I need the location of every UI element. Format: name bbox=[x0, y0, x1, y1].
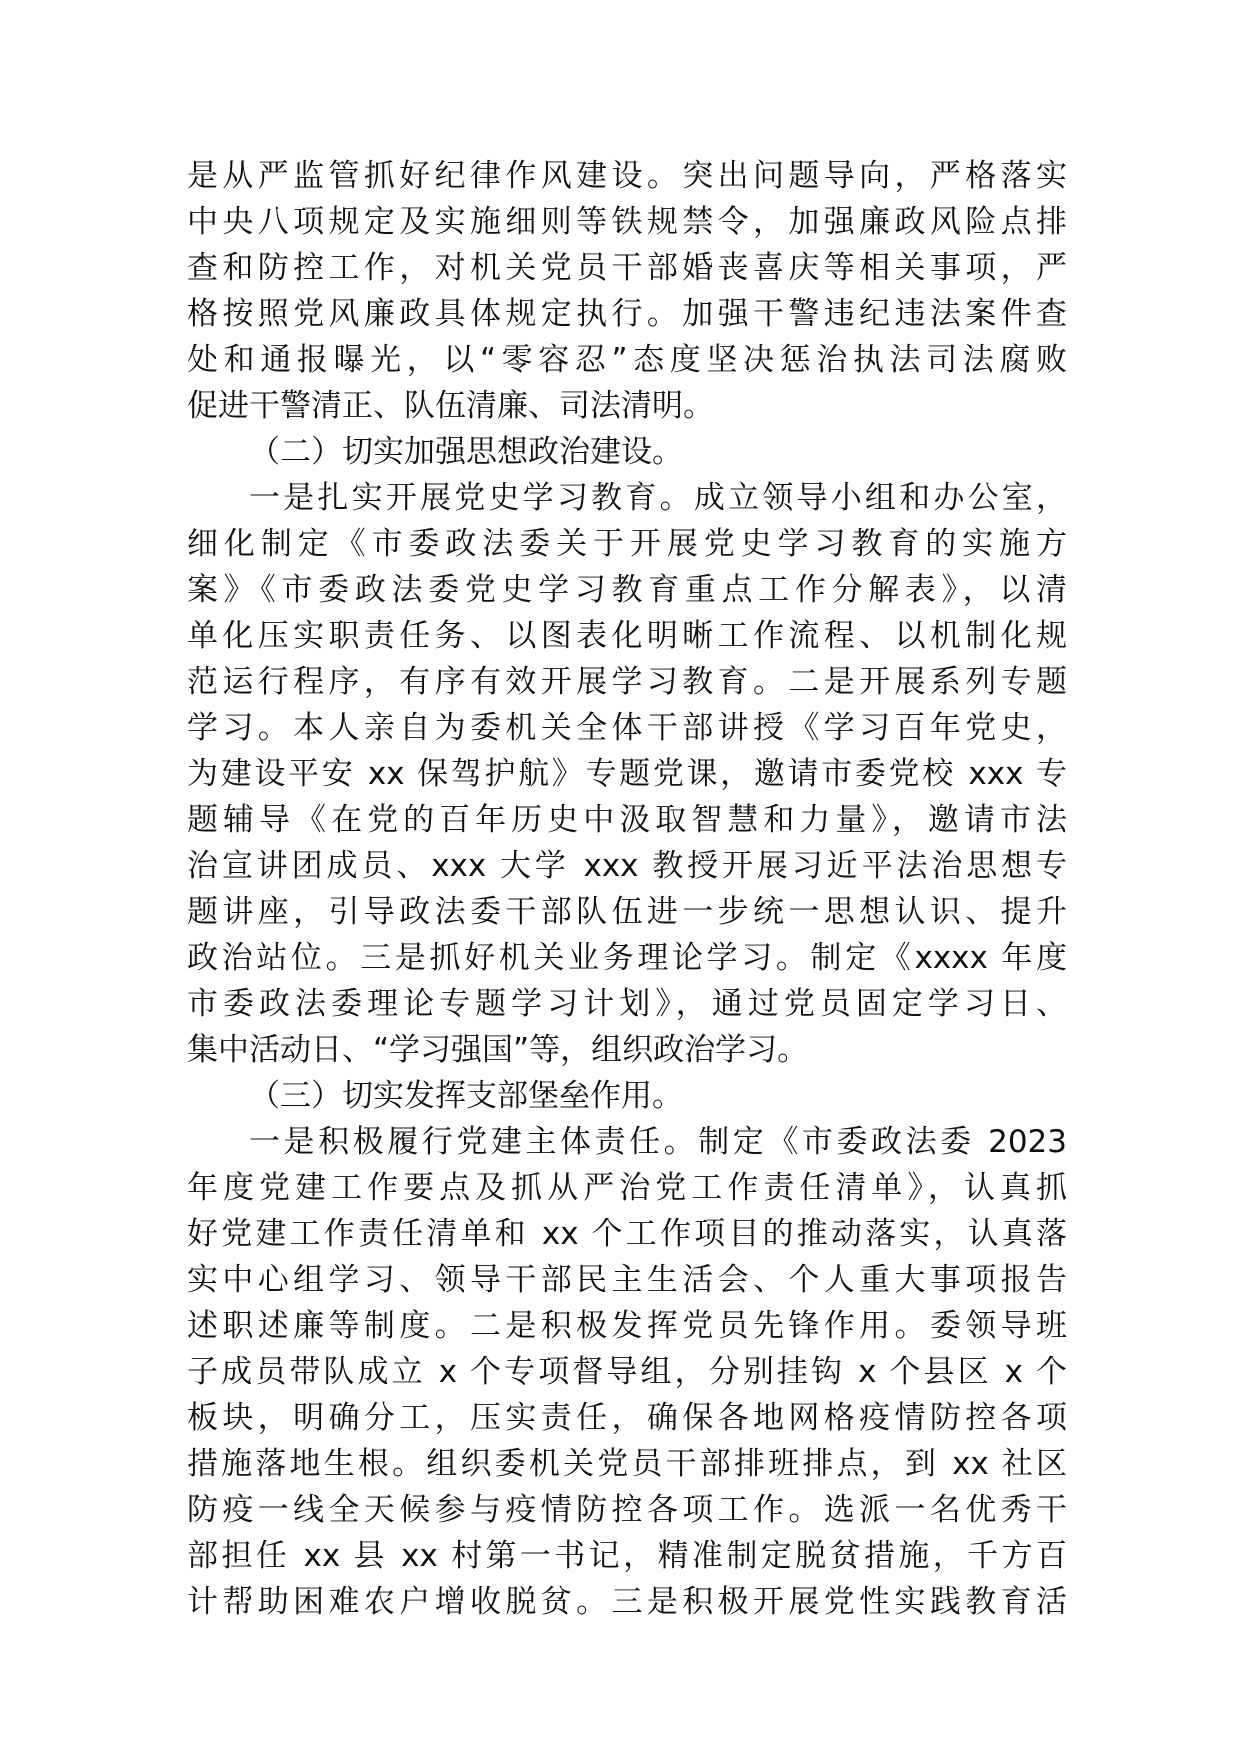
text-line: 中央八项规定及实施细则等铁规禁令，加强廉政风险点排 bbox=[187, 204, 1067, 240]
text-line: 题辅导《在党的百年历史中汲取智慧和力量》，邀请市法 bbox=[187, 802, 1067, 838]
text-line: 处和通报曝光，以“零容忍”态度坚决惩治执法司法腐败 bbox=[187, 342, 1067, 378]
text-line: 集中活动日、“学习强国”等，组织政治学习。 bbox=[187, 1032, 809, 1068]
text-line: 实中心组学习、领导干部民主生活会、个人重大事项报告 bbox=[187, 1262, 1067, 1298]
text-line: 子成员带队成立 x 个专项督导组，分别挂钩 x 个县区 x 个 bbox=[187, 1354, 1067, 1390]
text-line: 一是扎实开展党史学习教育。成立领导小组和办公室， bbox=[249, 480, 1067, 516]
text-line: 促进干警清正、队伍清廉、司法清明。 bbox=[187, 388, 714, 424]
text-line: 部担任 xx 县 xx 村第一书记，精准制定脱贫措施，千方百 bbox=[187, 1538, 1067, 1574]
text-line: 为建设平安 xx 保驾护航》专题党课，邀请市委党校 xxx 专 bbox=[187, 756, 1067, 792]
text-line: 措施落地生根。组织委机关党员干部排班排点，到 xx 社区 bbox=[187, 1446, 1067, 1482]
document-page bbox=[187, 153, 1067, 1625]
text-line: 查和防控工作，对机关党员干部婚丧喜庆等相关事项，严 bbox=[187, 250, 1067, 286]
section-heading: （三）切实发挥支部堡垒作用。 bbox=[249, 1078, 683, 1114]
text-line: 年度党建工作要点及抓从严治党工作责任清单》，认真抓 bbox=[187, 1170, 1067, 1206]
text-line: 政治站位。三是抓好机关业务理论学习。制定《xxxx 年度 bbox=[187, 940, 1067, 976]
text-line: 学习。本人亲自为委机关全体干部讲授《学习百年党史， bbox=[187, 710, 1067, 746]
text-line: 治宣讲团成员、xxx 大学 xxx 教授开展习近平法治思想专 bbox=[187, 848, 1067, 884]
text-line: 案》《市委政法委党史学习教育重点工作分解表》，以清 bbox=[187, 572, 1067, 608]
text-line: 市委政法委理论专题学习计划》，通过党员固定学习日、 bbox=[187, 986, 1067, 1022]
text-line: 单化压实职责任务、以图表化明晰工作流程、以机制化规 bbox=[187, 618, 1067, 654]
text-line: 是从严监管抓好纪律作风建设。突出问题导向，严格落实 bbox=[187, 158, 1067, 194]
text-line: 好党建工作责任清单和 xx 个工作项目的推动落实，认真落 bbox=[187, 1216, 1067, 1252]
text-line: 板块，明确分工，压实责任，确保各地网格疫情防控各项 bbox=[187, 1400, 1067, 1436]
text-line: 计帮助困难农户增收脱贫。三是积极开展党性实践教育活 bbox=[187, 1584, 1067, 1620]
section-heading: （二）切实加强思想政治建设。 bbox=[249, 434, 683, 470]
text-line: 格按照党风廉政具体规定执行。加强干警违纪违法案件查 bbox=[187, 296, 1067, 332]
text-line: 防疫一线全天候参与疫情防控各项工作。选派一名优秀干 bbox=[187, 1492, 1067, 1528]
text-line: 范运行程序，有序有效开展学习教育。二是开展系列专题 bbox=[187, 664, 1067, 700]
text-line: 述职述廉等制度。二是积极发挥党员先锋作用。委领导班 bbox=[187, 1308, 1067, 1344]
text-line: 一是积极履行党建主体责任。制定《市委政法委 2023 bbox=[249, 1124, 1067, 1160]
text-line: 题讲座，引导政法委干部队伍进一步统一思想认识、提升 bbox=[187, 894, 1067, 930]
text-line: 细化制定《市委政法委关于开展党史学习教育的实施方 bbox=[187, 526, 1067, 562]
